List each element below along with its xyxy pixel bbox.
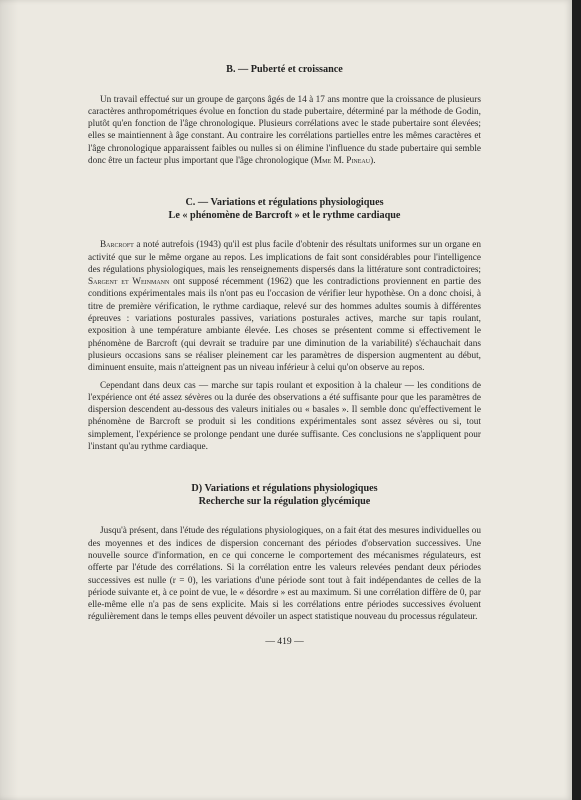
section-d	[88, 483, 481, 623]
section-d-title-line1: D) Variations et régulations physiologiques	[191, 483, 378, 495]
section-c-author-barcroft: Barcroft	[100, 240, 134, 251]
section-c-title-line2: Le « phénomène de Barcroft » et le rythme cardiaque	[168, 209, 401, 221]
section-b-text: Un travail effectué sur un groupe de garçons âgés de 14 à 17 ans montre que la croissance de plusieurs caractères anthropométriques évolue en fonction du stade pubertaire, déterminé par la méthode de Godin, plutôt qu'en fonction de l'âge chronologique. Plusieurs corrélations avec le stade pubertaire sont élevées; elles se maintiennent à âge constant. Au contraire les corrélations partielles entre les mêmes caractères et l'âge chronologique apparaissent faibles ou nulles si on élimine l'influence du stade pubertaire qui semble donc être un facteur plus important que l'âge chronologique (	[88, 94, 481, 166]
section-b-author: Mme M. Pineau	[313, 155, 371, 166]
section-c-title-line1: C. — Variations et régulations physiologiques	[185, 197, 384, 209]
section-c	[88, 197, 481, 453]
section-b	[88, 64, 481, 167]
section-d-title-line2: Recherche sur la régulation glycémique	[198, 495, 371, 507]
section-b-title: B. — Puberté et croissance	[226, 64, 343, 75]
section-c-paragraph-2: Cependant dans deux cas — marche sur tapis roulant et exposition à la chaleur — les conditions de l'expérience ont été assez sévères ou la durée des observations a été suffisante pour que les paramètres de dispersion descendent au-dessous des valeurs initiales ou « basales ». Il semble donc qu'effectivement le phénomène de Barcroft se produit si les conditions expérimentales sont assez sévères ou si, tout simplement, l'expérience se prolonge pendant une durée suffisante. Ces conclusions ne s'appliquent pour l'instant qu'au rythme cardiaque.	[88, 380, 481, 453]
section-c-text-b: ont supposé récemment (1962) que les contradictions proviennent en partie des conditions expérimentales mais ils n'ont pas eu l'occasion de vérifier leur hypothèse. On a donc choisi, à titre de première vérification, le rythme cardiaque, relevé sur des hommes adultes soumis à différentes épreuves : variations posturales passives, variations posturales actives, marche sur tapis roulant, exposition à une température ambiante élevée. Les choses se présentent comme si effectivement le phénomène de Barcroft (qui devrait se traduire par une diminution de la variabilité) s'échauchait dans plusieurs occasions sans se réaliser pleinement car les paramètres de dispersion augmentent au début, diminuent ensuite, mais n'atteignent pas un niveau inférieur à celui qu'on observe au repos.	[88, 277, 481, 374]
section-b-text-end: ).	[370, 155, 376, 166]
section-c-text-a: a noté autrefois (1943) qu'il est plus facile d'obtenir des résultats uniformes sur un organe en activité que sur le même organe au repos. Les implications de fait sont considérables pour l'intelligence des régulations physiologiques, mais les renseignements dispersés dans la littérature sont contradictoires;	[88, 240, 481, 275]
page-number: — 419 —	[265, 635, 304, 647]
section-b-paragraph	[88, 94, 481, 168]
page-edge-shadow	[0, 0, 18, 800]
section-d-paragraph: Jusqu'à présent, dans l'étude des régulations physiologiques, on a fait état des mesures individuelles ou des moyennes et des indices de dispersion concernant des périodes d'observation successives. Une nouvelle source d'information, en ce qui concerne le comportement des mécanismes régulateurs, est offerte par l'étude des corrélations. Si la corrélation entre les valeurs relevées pendant deux périodes successives est nulle (r = 0), les variations d'une période sont tout à fait indépendantes de celles de la période suivante et, à ce point de vue, le « désordre » est au maximum. Si une corrélation diffère de 0, par elle-même elle n'a pas de sens explicite. Mais si les corrélations entre périodes successives évoluent régulièrement dans le temps elles peuvent dévoiler un aspect statistique nouveau du processus régulateur.	[88, 526, 481, 623]
text-column	[88, 64, 481, 647]
section-c-authors-sargent-weinmann: Sargent et Weinmann	[88, 277, 170, 288]
section-c-paragraph-1	[88, 239, 481, 374]
